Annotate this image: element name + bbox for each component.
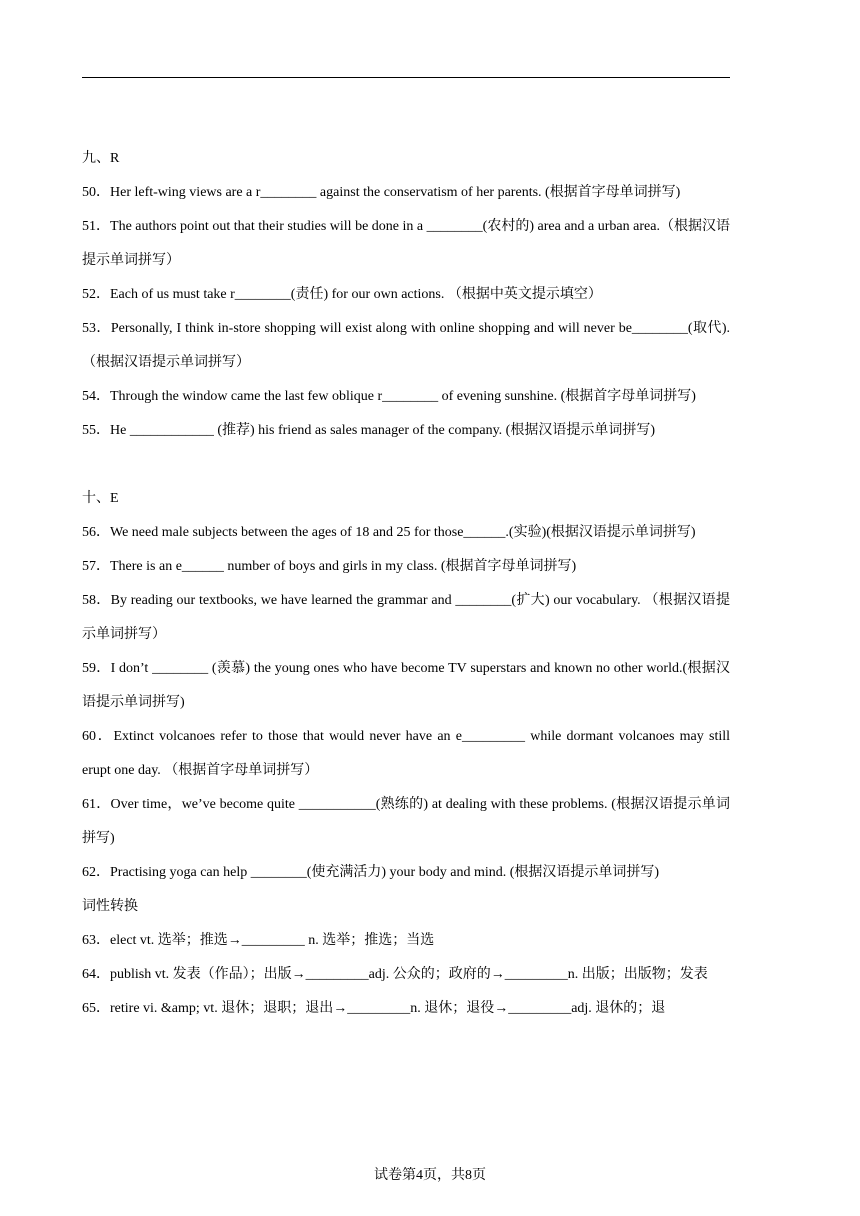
question-text: publish vt. 发表（作品）；出版→_________adj. 公众的；政府的→_________n. 出版；出版物；发表 (110, 967, 708, 982)
question-number: 54． (82, 389, 110, 404)
question-number: 53． (82, 321, 111, 336)
question-text: Practising yoga can help ________(使充满活力) your body and mind. (根据汉语提示单词拼写) (110, 865, 660, 880)
question-item (82, 924, 730, 958)
question-text: The authors point out that their studies will be done in a ________(农村的) area and a urban area.（根据汉语提示单词拼写） (82, 219, 731, 268)
question-item (82, 788, 730, 856)
question-item (82, 278, 730, 312)
header-rule (82, 77, 730, 78)
question-number: 62． (82, 865, 110, 880)
question-text: Each of us must take r________(责任) for our own actions. （根据中英文提示填空） (110, 287, 602, 302)
question-item (82, 958, 730, 992)
question-number: 59． (82, 661, 111, 676)
question-number: 65． (82, 1001, 110, 1016)
question-item (82, 856, 730, 890)
question-number: 64． (82, 967, 110, 982)
question-number: 56． (82, 525, 110, 540)
question-text: Her left-wing views are a r________ against the conservatism of her parents. (根据首字母单词拼写) (110, 185, 681, 200)
question-text: By reading our textbooks, we have learned the grammar and ________(扩大) our vocabulary. （根据汉语提示单词拼写） (82, 593, 730, 642)
question-item (82, 414, 730, 448)
section-spacer (82, 448, 730, 482)
question-item (82, 992, 730, 1026)
question-number: 60． (82, 729, 114, 744)
question-text: Extinct volcanoes refer to those that would never have an e_________ while dormant volcanoes may still erupt one day. （根据首字母单词拼写） (82, 729, 730, 778)
question-number: 63． (82, 933, 110, 948)
question-text: Over time，we’ve become quite ___________(熟练的) at dealing with these problems. (根据汉语提示单词拼写) (82, 797, 730, 846)
question-number: 58． (82, 593, 111, 608)
question-item (82, 584, 730, 652)
question-item (82, 516, 730, 550)
question-item (82, 176, 730, 210)
question-item (82, 380, 730, 414)
question-item (82, 652, 730, 720)
question-item (82, 720, 730, 788)
question-number: 50． (82, 185, 110, 200)
question-item (82, 312, 730, 380)
question-number: 61． (82, 797, 111, 812)
question-text: elect vt. 选举；推选→_________ n. 选举；推选；当选 (110, 933, 435, 948)
question-text: He ____________ (推荐) his friend as sales manager of the company. (根据汉语提示单词拼写) (110, 423, 655, 438)
question-item (82, 550, 730, 584)
question-content (82, 142, 730, 1026)
question-number: 52． (82, 287, 110, 302)
question-text: Personally, I think in-store shopping will exist along with online shopping and will never be________(取代). （根据汉语提示单词拼写） (82, 321, 731, 370)
question-text: There is an e______ number of boys and girls in my class. (根据首字母单词拼写) (110, 559, 577, 574)
question-text: retire vi. &amp; vt. 退休；退职；退出→_________n. 退休；退役→_________adj. 退休的；退 (110, 1001, 666, 1016)
question-number: 55． (82, 423, 110, 438)
section-heading: 词性转换 (82, 899, 138, 914)
question-text: Through the window came the last few oblique r________ of evening sunshine. (根据首字母单词拼写) (110, 389, 696, 404)
section-heading: 十、E (82, 491, 119, 506)
question-number: 57． (82, 559, 110, 574)
question-number: 51． (82, 219, 111, 234)
page-footer: 试卷第4页，共8页 (374, 1168, 486, 1183)
section-heading: 九、R (82, 151, 120, 166)
question-item (82, 210, 730, 278)
question-text: We need male subjects between the ages of 18 and 25 for those______.(实验)(根据汉语提示单词拼写) (110, 525, 696, 540)
question-text: I don’t ________ (羡慕) the young ones who have become TV superstars and known no other world.(根据汉语提示单词拼写) (82, 661, 730, 710)
